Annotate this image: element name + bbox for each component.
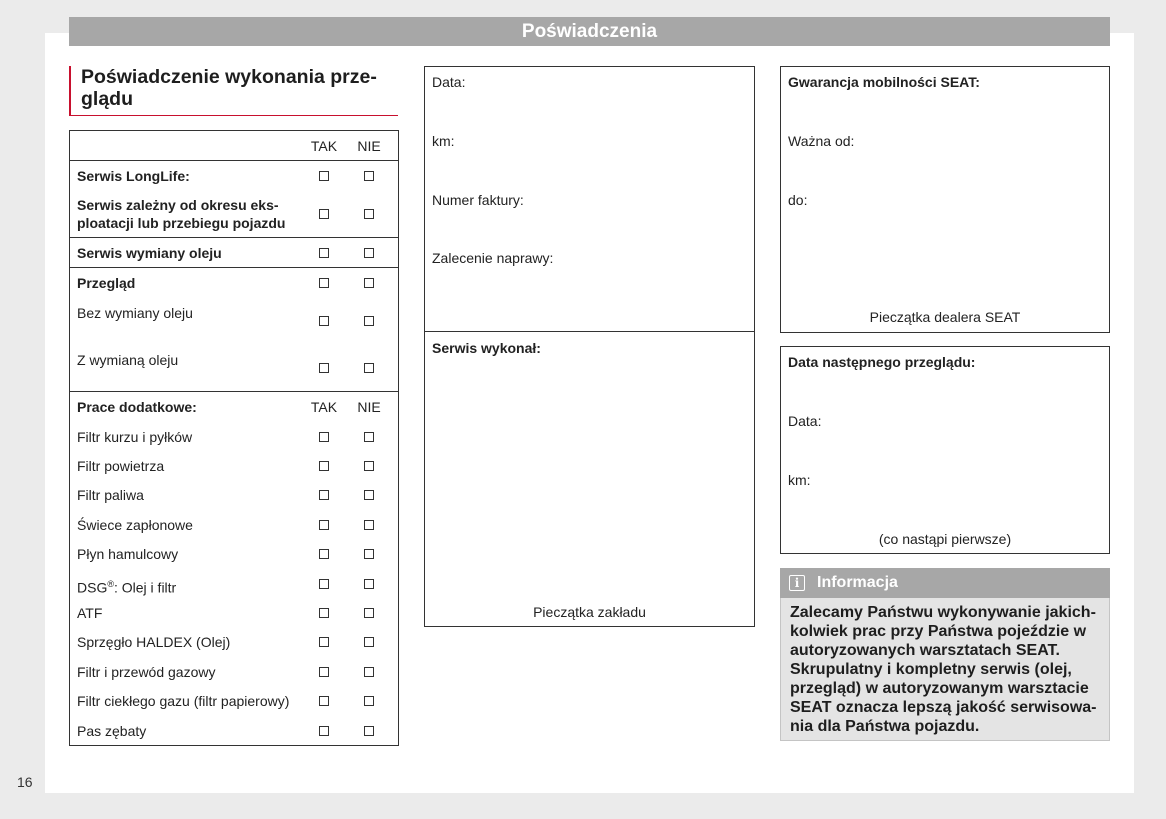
row-gas-filter-label: Filtr i przewód gazowy	[77, 664, 216, 680]
checkbox-with-oil-change-no[interactable]	[364, 363, 374, 373]
row-air-filter-label: Filtr powietrza	[77, 458, 165, 474]
checkbox-dsg-yes[interactable]	[319, 579, 329, 589]
checkbox-lpg-filter-no[interactable]	[364, 696, 374, 706]
checkbox-timing-belt-yes[interactable]	[319, 726, 329, 736]
checkbox-brake-fluid-yes[interactable]	[319, 549, 329, 559]
checkbox-gas-filter-no[interactable]	[364, 667, 374, 677]
checkbox-flexible-yes[interactable]	[319, 209, 329, 219]
checkbox-no-oil-change-yes[interactable]	[319, 316, 329, 326]
checkbox-pollen-filter-yes[interactable]	[319, 432, 329, 442]
row-additional-work-label: Prace dodatkowe:	[77, 399, 197, 415]
dsg-suffix: : Olej i filtr	[113, 579, 177, 596]
checkbox-with-oil-change-yes[interactable]	[319, 363, 329, 373]
info-body	[780, 598, 1110, 741]
divider	[70, 391, 398, 392]
checkbox-air-filter-no[interactable]	[364, 461, 374, 471]
checkbox-atf-yes[interactable]	[319, 608, 329, 618]
checkbox-longlife-yes[interactable]	[319, 171, 329, 181]
page-number: 16	[17, 774, 33, 790]
dealer-stamp-label: Pieczątka dealera SEAT	[869, 309, 1021, 325]
section-title-line1: Poświadczenie wykonania prze-	[81, 66, 377, 88]
valid-from-label: Ważna od:	[788, 133, 855, 149]
col-yes-header-2: TAK	[310, 399, 338, 415]
checkbox-longlife-no[interactable]	[364, 171, 374, 181]
checkbox-atf-no[interactable]	[364, 608, 374, 618]
service-date-label: Data:	[432, 74, 466, 90]
row-haldex-label: Sprzęgło HALDEX (Olej)	[77, 634, 231, 650]
mobility-guarantee-box	[780, 66, 1110, 333]
service-km-label: km:	[432, 133, 455, 149]
checkbox-pollen-filter-no[interactable]	[364, 432, 374, 442]
row-oil-service-label: Serwis wymiany oleju	[77, 245, 222, 261]
checkbox-gas-filter-yes[interactable]	[319, 667, 329, 677]
checkbox-inspection-yes[interactable]	[319, 278, 329, 288]
row-dsg-label	[77, 576, 176, 597]
whichever-first-note: (co nastąpi pierwsze)	[878, 531, 1012, 547]
service-performed-box	[424, 331, 755, 627]
checkbox-no-oil-change-no[interactable]	[364, 316, 374, 326]
service-details-box	[424, 66, 755, 332]
col-yes-header: TAK	[310, 138, 338, 154]
checkbox-timing-belt-no[interactable]	[364, 726, 374, 736]
checkbox-brake-fluid-no[interactable]	[364, 549, 374, 559]
next-service-title: Data następnego przeglądu:	[788, 354, 976, 370]
checkbox-oil-service-no[interactable]	[364, 248, 374, 258]
checkbox-inspection-no[interactable]	[364, 278, 374, 288]
info-icon: i	[789, 575, 805, 591]
checkbox-haldex-no[interactable]	[364, 637, 374, 647]
row-flexible-line2: ploatacji lub przebiegu pojazdu	[77, 214, 286, 231]
col-no-header-2: NIE	[357, 399, 381, 415]
info-line: autoryzowanych warsztatach SEAT.	[790, 642, 1060, 659]
info-line: Skrupulatny i kompletny serwis (olej,	[790, 661, 1072, 678]
checkbox-fuel-filter-yes[interactable]	[319, 490, 329, 500]
section-title-text	[81, 66, 391, 110]
row-atf-label: ATF	[77, 605, 103, 621]
row-longlife-label: Serwis LongLife:	[77, 168, 190, 184]
checkbox-spark-plugs-yes[interactable]	[319, 520, 329, 530]
row-pollen-filter-label: Filtr kurzu i pyłków	[77, 429, 193, 445]
dsg-name: DSG	[77, 579, 108, 596]
checkbox-lpg-filter-yes[interactable]	[319, 696, 329, 706]
row-flexible-label	[77, 197, 285, 232]
mobility-guarantee-title: Gwarancja mobilności SEAT:	[788, 74, 980, 90]
info-line: kolwiek prac przy Państwa pojeździe w	[790, 623, 1087, 640]
row-inspection-label: Przegląd	[77, 275, 136, 291]
info-title: Informacja	[817, 574, 898, 591]
divider	[70, 160, 398, 161]
row-brake-fluid-label: Płyn hamulcowy	[77, 546, 179, 562]
col-no-header: NIE	[357, 138, 381, 154]
info-line: Zalecamy Państwu wykonywanie jakich-	[790, 604, 1096, 621]
next-service-km-label: km:	[788, 472, 811, 488]
invoice-number-label: Numer faktury:	[432, 192, 524, 208]
section-title	[69, 66, 398, 116]
next-service-date-label: Data:	[788, 413, 822, 429]
info-line: przegląd) w autoryzowanym warsztacie	[790, 680, 1089, 697]
row-lpg-filter-label: Filtr ciekłego gazu (filtr papierowy)	[77, 693, 290, 709]
repair-recommendation-label: Zalecenie naprawy:	[432, 250, 554, 266]
checkbox-fuel-filter-no[interactable]	[364, 490, 374, 500]
dsg-registered-mark: ®	[107, 579, 114, 589]
checkbox-dsg-no[interactable]	[364, 579, 374, 589]
workshop-stamp-label: Pieczątka zakładu	[533, 604, 646, 620]
valid-to-label: do:	[788, 192, 808, 208]
checkbox-air-filter-yes[interactable]	[319, 461, 329, 471]
row-fuel-filter-label: Filtr paliwa	[77, 487, 144, 503]
row-spark-plugs-label: Świece zapłonowe	[77, 517, 193, 533]
checkbox-haldex-yes[interactable]	[319, 637, 329, 647]
row-with-oil-change-label: Z wymianą oleju	[77, 352, 179, 368]
checkbox-flexible-no[interactable]	[364, 209, 374, 219]
row-timing-belt-label: Pas zębaty	[77, 723, 147, 739]
info-line: SEAT oznacza lepszą jakość serwisowa-	[790, 699, 1097, 716]
row-flexible-line1: Serwis zależny od okresu eks-	[77, 197, 279, 213]
row-no-oil-change-label: Bez wymiany oleju	[77, 305, 193, 321]
info-line: nia dla Państwa pojazdu.	[790, 718, 980, 735]
checkbox-oil-service-yes[interactable]	[319, 248, 329, 258]
divider	[70, 267, 398, 268]
checkbox-spark-plugs-no[interactable]	[364, 520, 374, 530]
service-performed-label: Serwis wykonał:	[432, 340, 541, 356]
page-header: Poświadczenia	[69, 17, 1110, 46]
section-title-line2: glądu	[81, 88, 133, 110]
info-header	[780, 568, 1110, 598]
service-checklist	[69, 130, 399, 746]
divider	[70, 237, 398, 238]
next-service-box	[780, 346, 1110, 554]
